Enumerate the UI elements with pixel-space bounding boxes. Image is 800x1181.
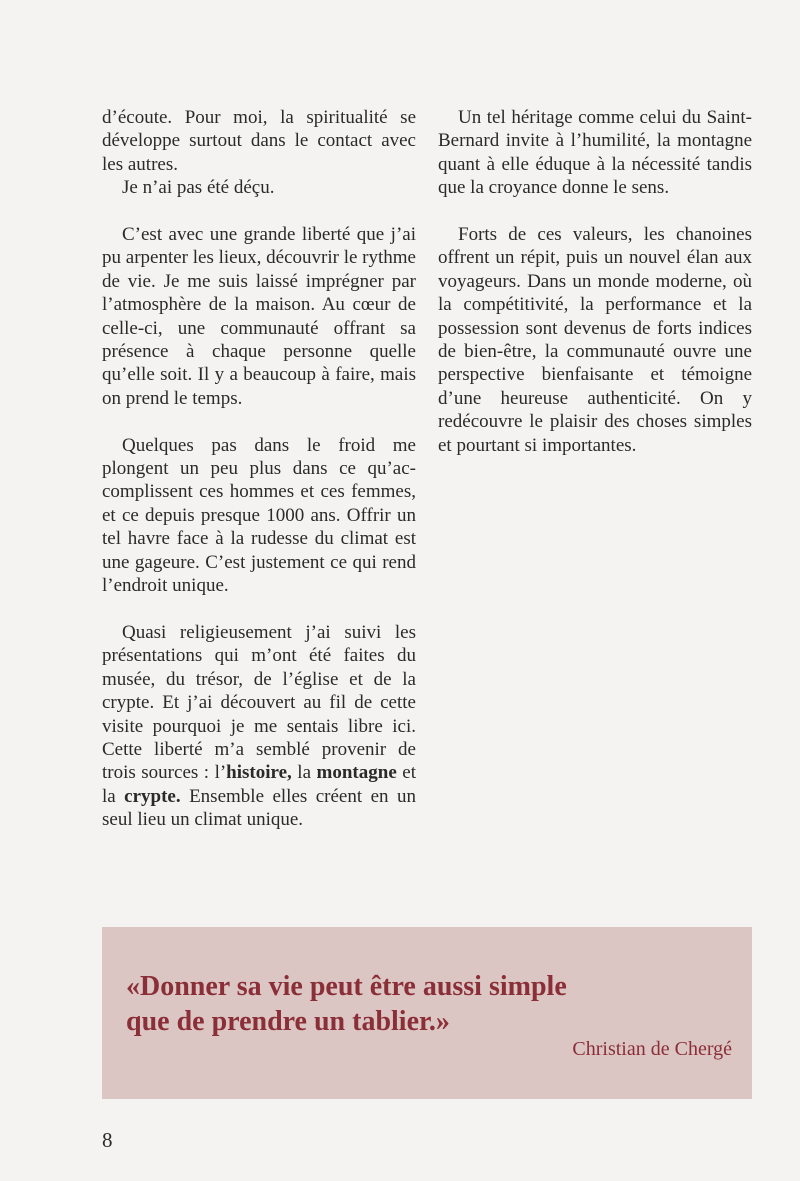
- text-run: Ensemble elles créent en un seul lieu un climat unique.: [102, 785, 416, 831]
- text-run: Quasi religieusement j’ai suivi les présentations qui m’ont été faites du musée, du trésor, de l’église et de la crypte. Et j’ai découvert au fil de cette visite pourquoi je me sentais libre ici. Cette liberté m’a semblé provenir de trois sources : l’: [102, 621, 416, 784]
- paragraph: C’est avec une grande liberté que j’ai pu arpenter les lieux, découvrir le rythme de vie. Je me suis laissé imprégner par l’atmosphère de la maison. Au cœur de celle-ci, une communauté offrant sa présence à chaque personne quelle qu’elle soit. Il y a beaucoup à faire, mais on prend le temps.: [102, 224, 416, 409]
- quote-line-1: «Donner sa vie peut être aussi simple: [126, 971, 567, 1002]
- paragraph: Forts de ces valeurs, les chanoines offrent un répit, puis un nouvel élan aux voyageurs. Dans un monde moderne, où la compétitivité, la performance et la possession sont devenus de forts indices de bien-être, la communauté ouvre une perspective bienfaisante et témoigne d’une heureuse authenticité. On y redécouvre le plaisir des choses simples et pourtant si importantes.: [438, 224, 752, 456]
- paragraph-continuation: d’écoute. Pour moi, la spiritualité se développe surtout dans le contact avec les autres.: [102, 107, 416, 175]
- bold-montagne: montagne: [316, 762, 397, 784]
- quote-box: [102, 927, 752, 1099]
- paragraph: Quelques pas dans le froid me plongent un peu plus dans ce qu’accomplissent ces hommes et ces femmes, et ce depuis presque 1000 ans. Offrir un tel havre face à la rudesse du climat est une gageure. C’est justement ce qui rend l’endroit unique.: [102, 434, 416, 597]
- bold-histoire: histoire,: [226, 762, 292, 784]
- quote-line-2: que de prendre un tablier.»: [126, 1006, 450, 1037]
- text-run: la: [291, 762, 317, 784]
- paragraph-short: Je n’ai pas été déçu.: [122, 177, 275, 199]
- quote-author: Christian de Chergé: [572, 1038, 732, 1060]
- paragraph: Un tel héritage comme celui du Saint-Bernard invite à l’humilité, la montagne quant à elle éduque à la nécessité tandis que la croyance donne le sens.: [438, 107, 752, 199]
- bold-crypte: crypte.: [124, 785, 181, 807]
- left-column: [102, 106, 416, 855]
- text-run: et la: [102, 762, 416, 807]
- page-number: 8: [102, 1128, 113, 1152]
- right-column: [438, 106, 752, 480]
- paragraph-sources: [102, 621, 416, 832]
